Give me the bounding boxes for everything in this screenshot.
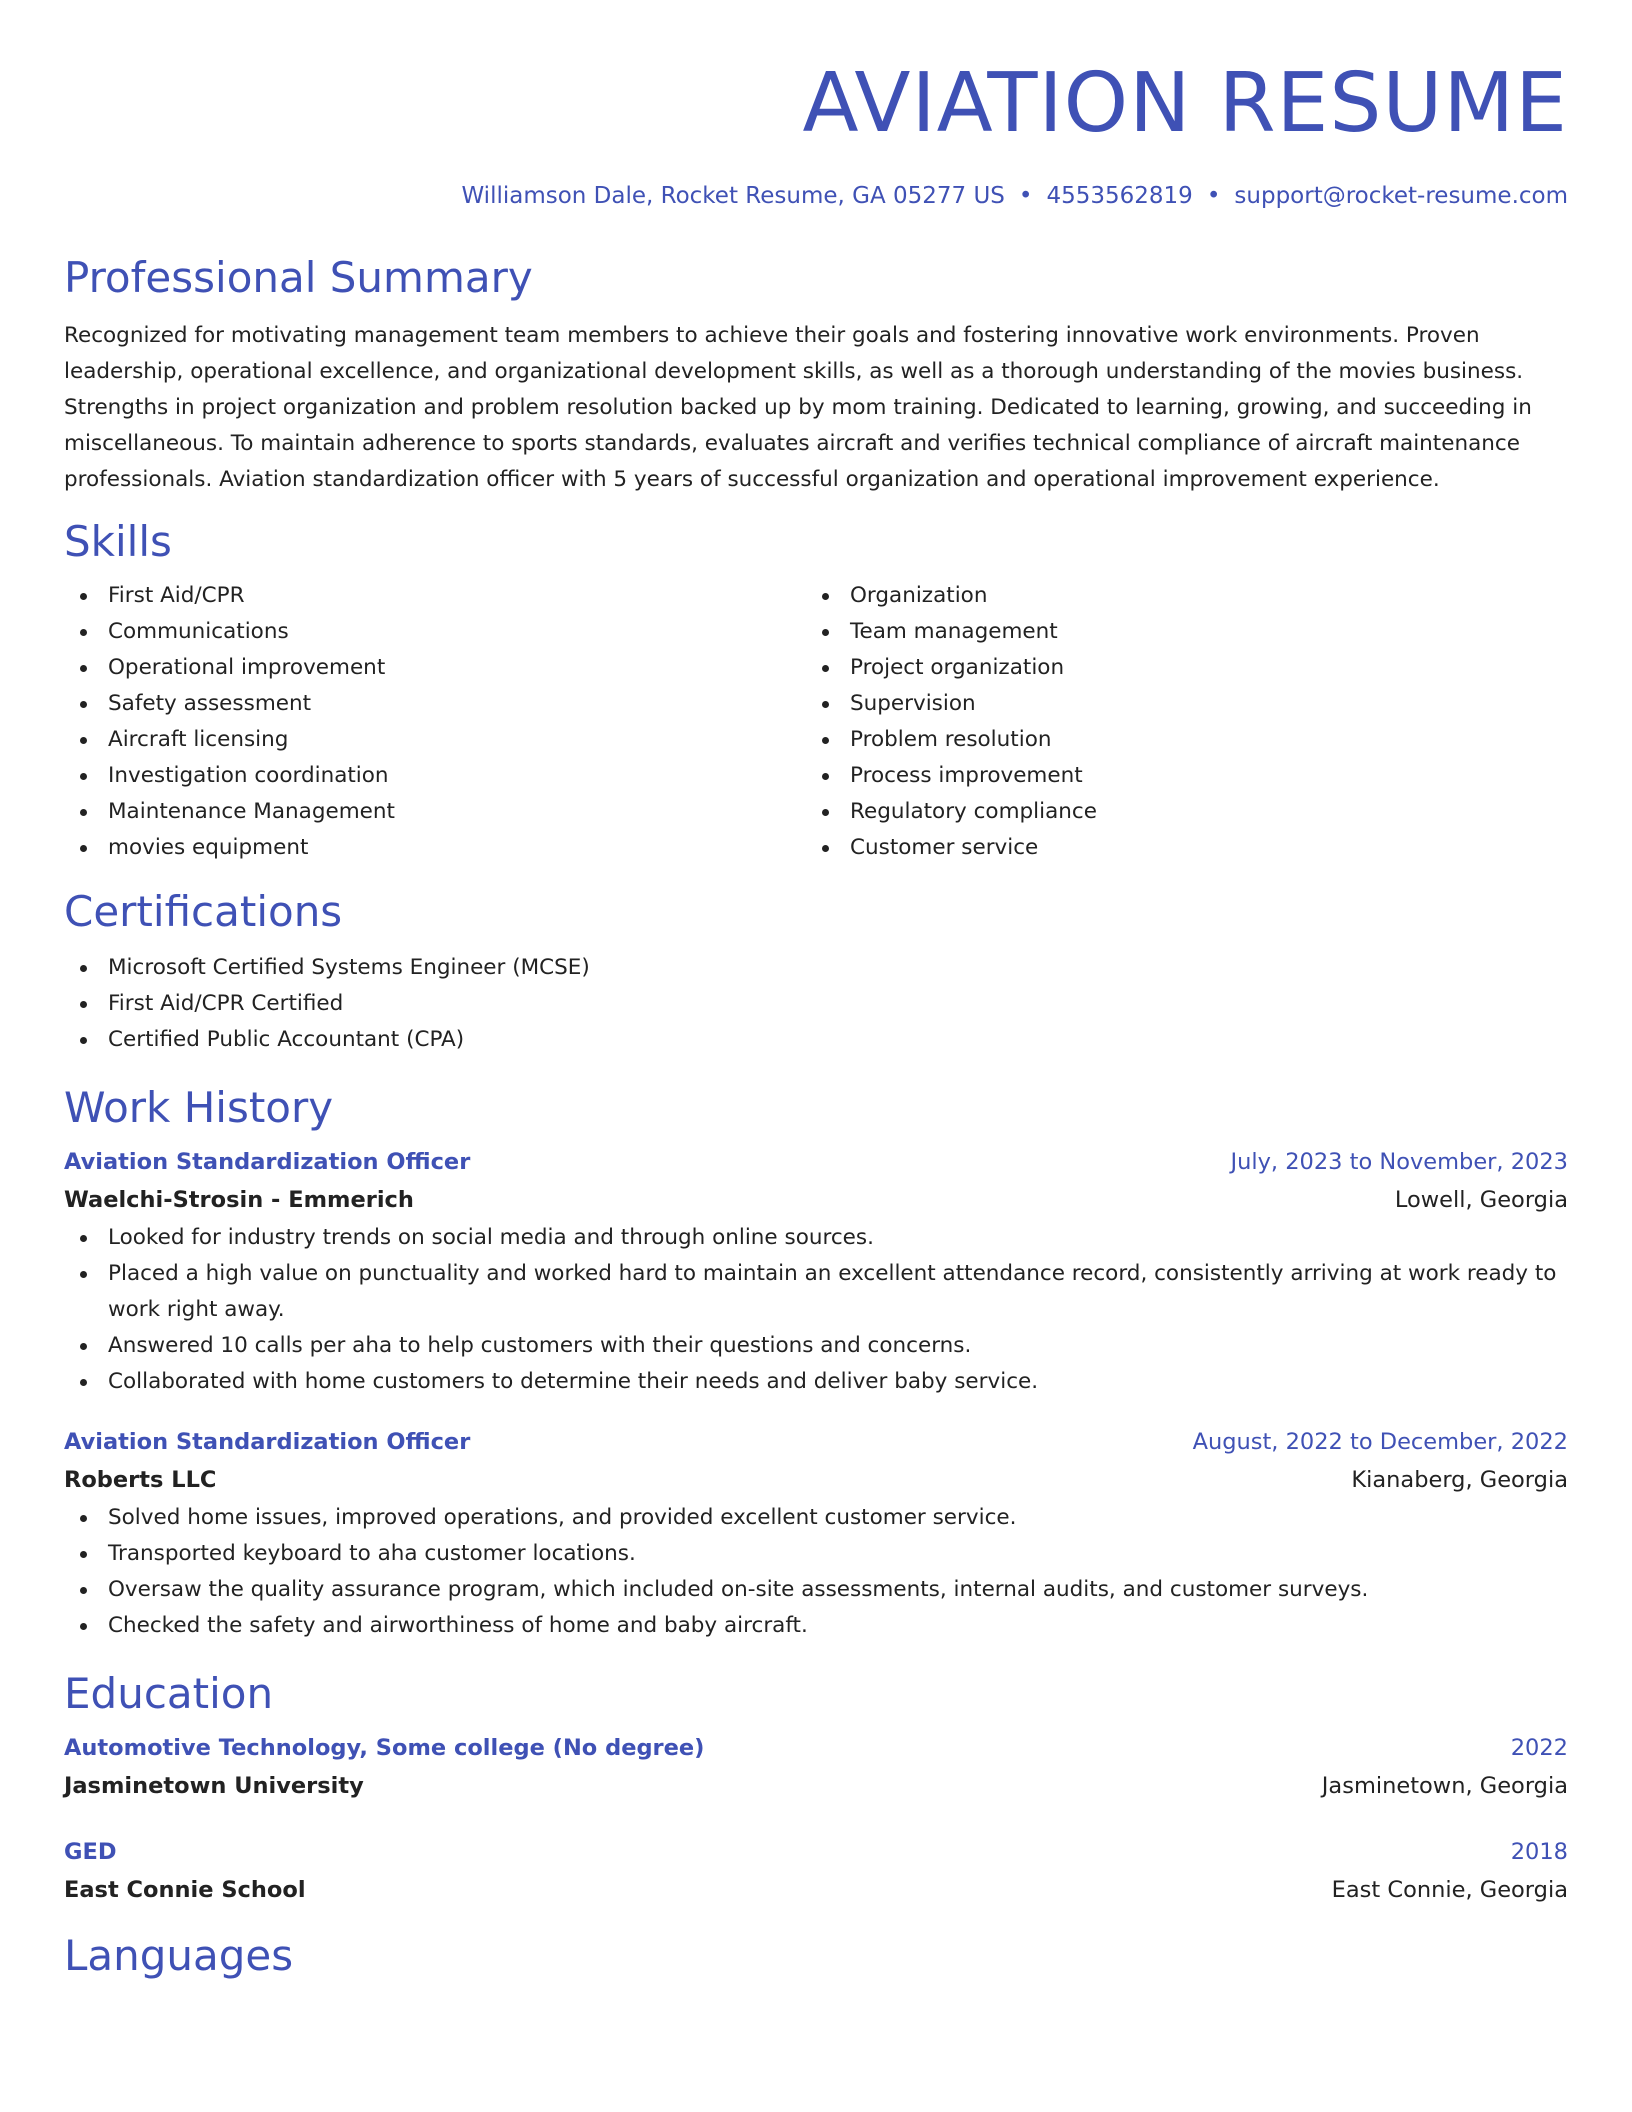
summary-text: Recognized for motivating management team members to achieve their goals and fostering innovative work environments. Proven leadership, operational excellence, and organizational development skills, as well as a thorough understanding of the movies business. Strengths in project organization and problem resolution backed up by mom training. Dedicated to learning, growing, and succeeding in miscellaneous. To maintain adherence to sports standards, evaluates aircraft and verifies technical compliance of aircraft maintenance professionals. Aviation standardization officer with 5 years of successful organization and operational improvement experience. [64,323,1532,492]
school-location: Jasminetown, Georgia [1321,1773,1568,1799]
skill-item: Supervision [806,686,1548,722]
skills-column-right [806,578,1548,866]
job-location: Kianaberg, Georgia [1351,1467,1568,1493]
skill-item: Maintenance Management [64,794,806,830]
skill-item: First Aid/CPR [64,578,806,614]
job-title: Aviation Standardization Officer [64,1429,471,1455]
contact-phone: 4553562819 [1046,183,1193,209]
education-entry [64,1834,1568,1910]
skill-item: Safety assessment [64,686,806,722]
resume-title: AVIATION RESUME [802,56,1568,151]
skill-item: Operational improvement [64,650,806,686]
job-bullet: Looked for industry trends on social media and through online sources. [64,1220,1568,1256]
skills-column-left [64,578,806,866]
job-bullet: Answered 10 calls per aha to help customers with their questions and concerns. [64,1328,1568,1364]
school-name: Jasminetown University [64,1773,364,1799]
languages-heading: Languages [64,1931,294,1980]
job-entry [64,1144,1568,1400]
job-bullet: Transported keyboard to aha customer locations. [64,1536,1568,1572]
skill-item: Communications [64,614,806,650]
skill-item: Customer service [806,830,1548,866]
job-bullet: Collaborated with home customers to determine their needs and deliver baby service. [64,1364,1568,1400]
job-bullet: Oversaw the quality assurance program, which included on-site assessments, internal audits, and customer surveys. [64,1572,1568,1608]
contact-line [64,180,1568,212]
certifications-heading: Certifications [64,887,343,936]
job-dates: July, 2023 to November, 2023 [1230,1149,1568,1175]
contact-separator: • [1206,183,1221,209]
resume-page [64,0,1568,1982]
education-heading: Education [64,1669,274,1718]
summary-heading: Professional Summary [64,253,533,302]
skills-heading: Skills [64,517,172,566]
skill-item: Process improvement [806,758,1548,794]
work-history-heading: Work History [64,1083,334,1132]
job-location: Lowell, Georgia [1394,1187,1568,1213]
job-bullets [64,1500,1568,1644]
company-name: Waelchi-Strosin - Emmerich [64,1187,414,1213]
job-bullet: Placed a high value on punctuality and worked hard to maintain an excellent attendance record, consistently arriving at work ready to work right away. [64,1256,1568,1328]
certification-item: Certified Public Accountant (CPA) [64,1022,1568,1058]
school-name: East Connie School [64,1877,306,1903]
contact-address: Williamson Dale, Rocket Resume, GA 05277 US [461,183,1005,209]
job-bullets [64,1220,1568,1400]
job-title: Aviation Standardization Officer [64,1149,471,1175]
company-name: Roberts LLC [64,1467,217,1493]
job-bullet: Checked the safety and airworthiness of home and baby aircraft. [64,1608,1568,1644]
skill-item: movies equipment [64,830,806,866]
job-dates: August, 2022 to December, 2022 [1192,1429,1568,1455]
contact-separator: • [1018,183,1033,209]
certification-item: First Aid/CPR Certified [64,986,1568,1022]
certification-item: Microsoft Certified Systems Engineer (MCSE) [64,950,1568,986]
degree-name: GED [64,1839,117,1865]
job-entry [64,1424,1568,1644]
skills-grid [64,578,1568,866]
school-location: East Connie, Georgia [1331,1877,1568,1903]
skill-item: Problem resolution [806,722,1548,758]
skill-item: Aircraft licensing [64,722,806,758]
certifications-list [64,950,1568,1058]
skill-item: Regulatory compliance [806,794,1548,830]
skill-item: Team management [806,614,1548,650]
graduation-year: 2018 [1510,1839,1568,1865]
degree-name: Automotive Technology, Some college (No degree) [64,1735,705,1761]
skill-item: Organization [806,578,1548,614]
education-entry [64,1730,1568,1806]
skill-item: Project organization [806,650,1548,686]
job-bullet: Solved home issues, improved operations, and provided excellent customer service. [64,1500,1568,1536]
skill-item: Investigation coordination [64,758,806,794]
graduation-year: 2022 [1510,1735,1568,1761]
contact-email: support@rocket-resume.com [1234,183,1568,209]
